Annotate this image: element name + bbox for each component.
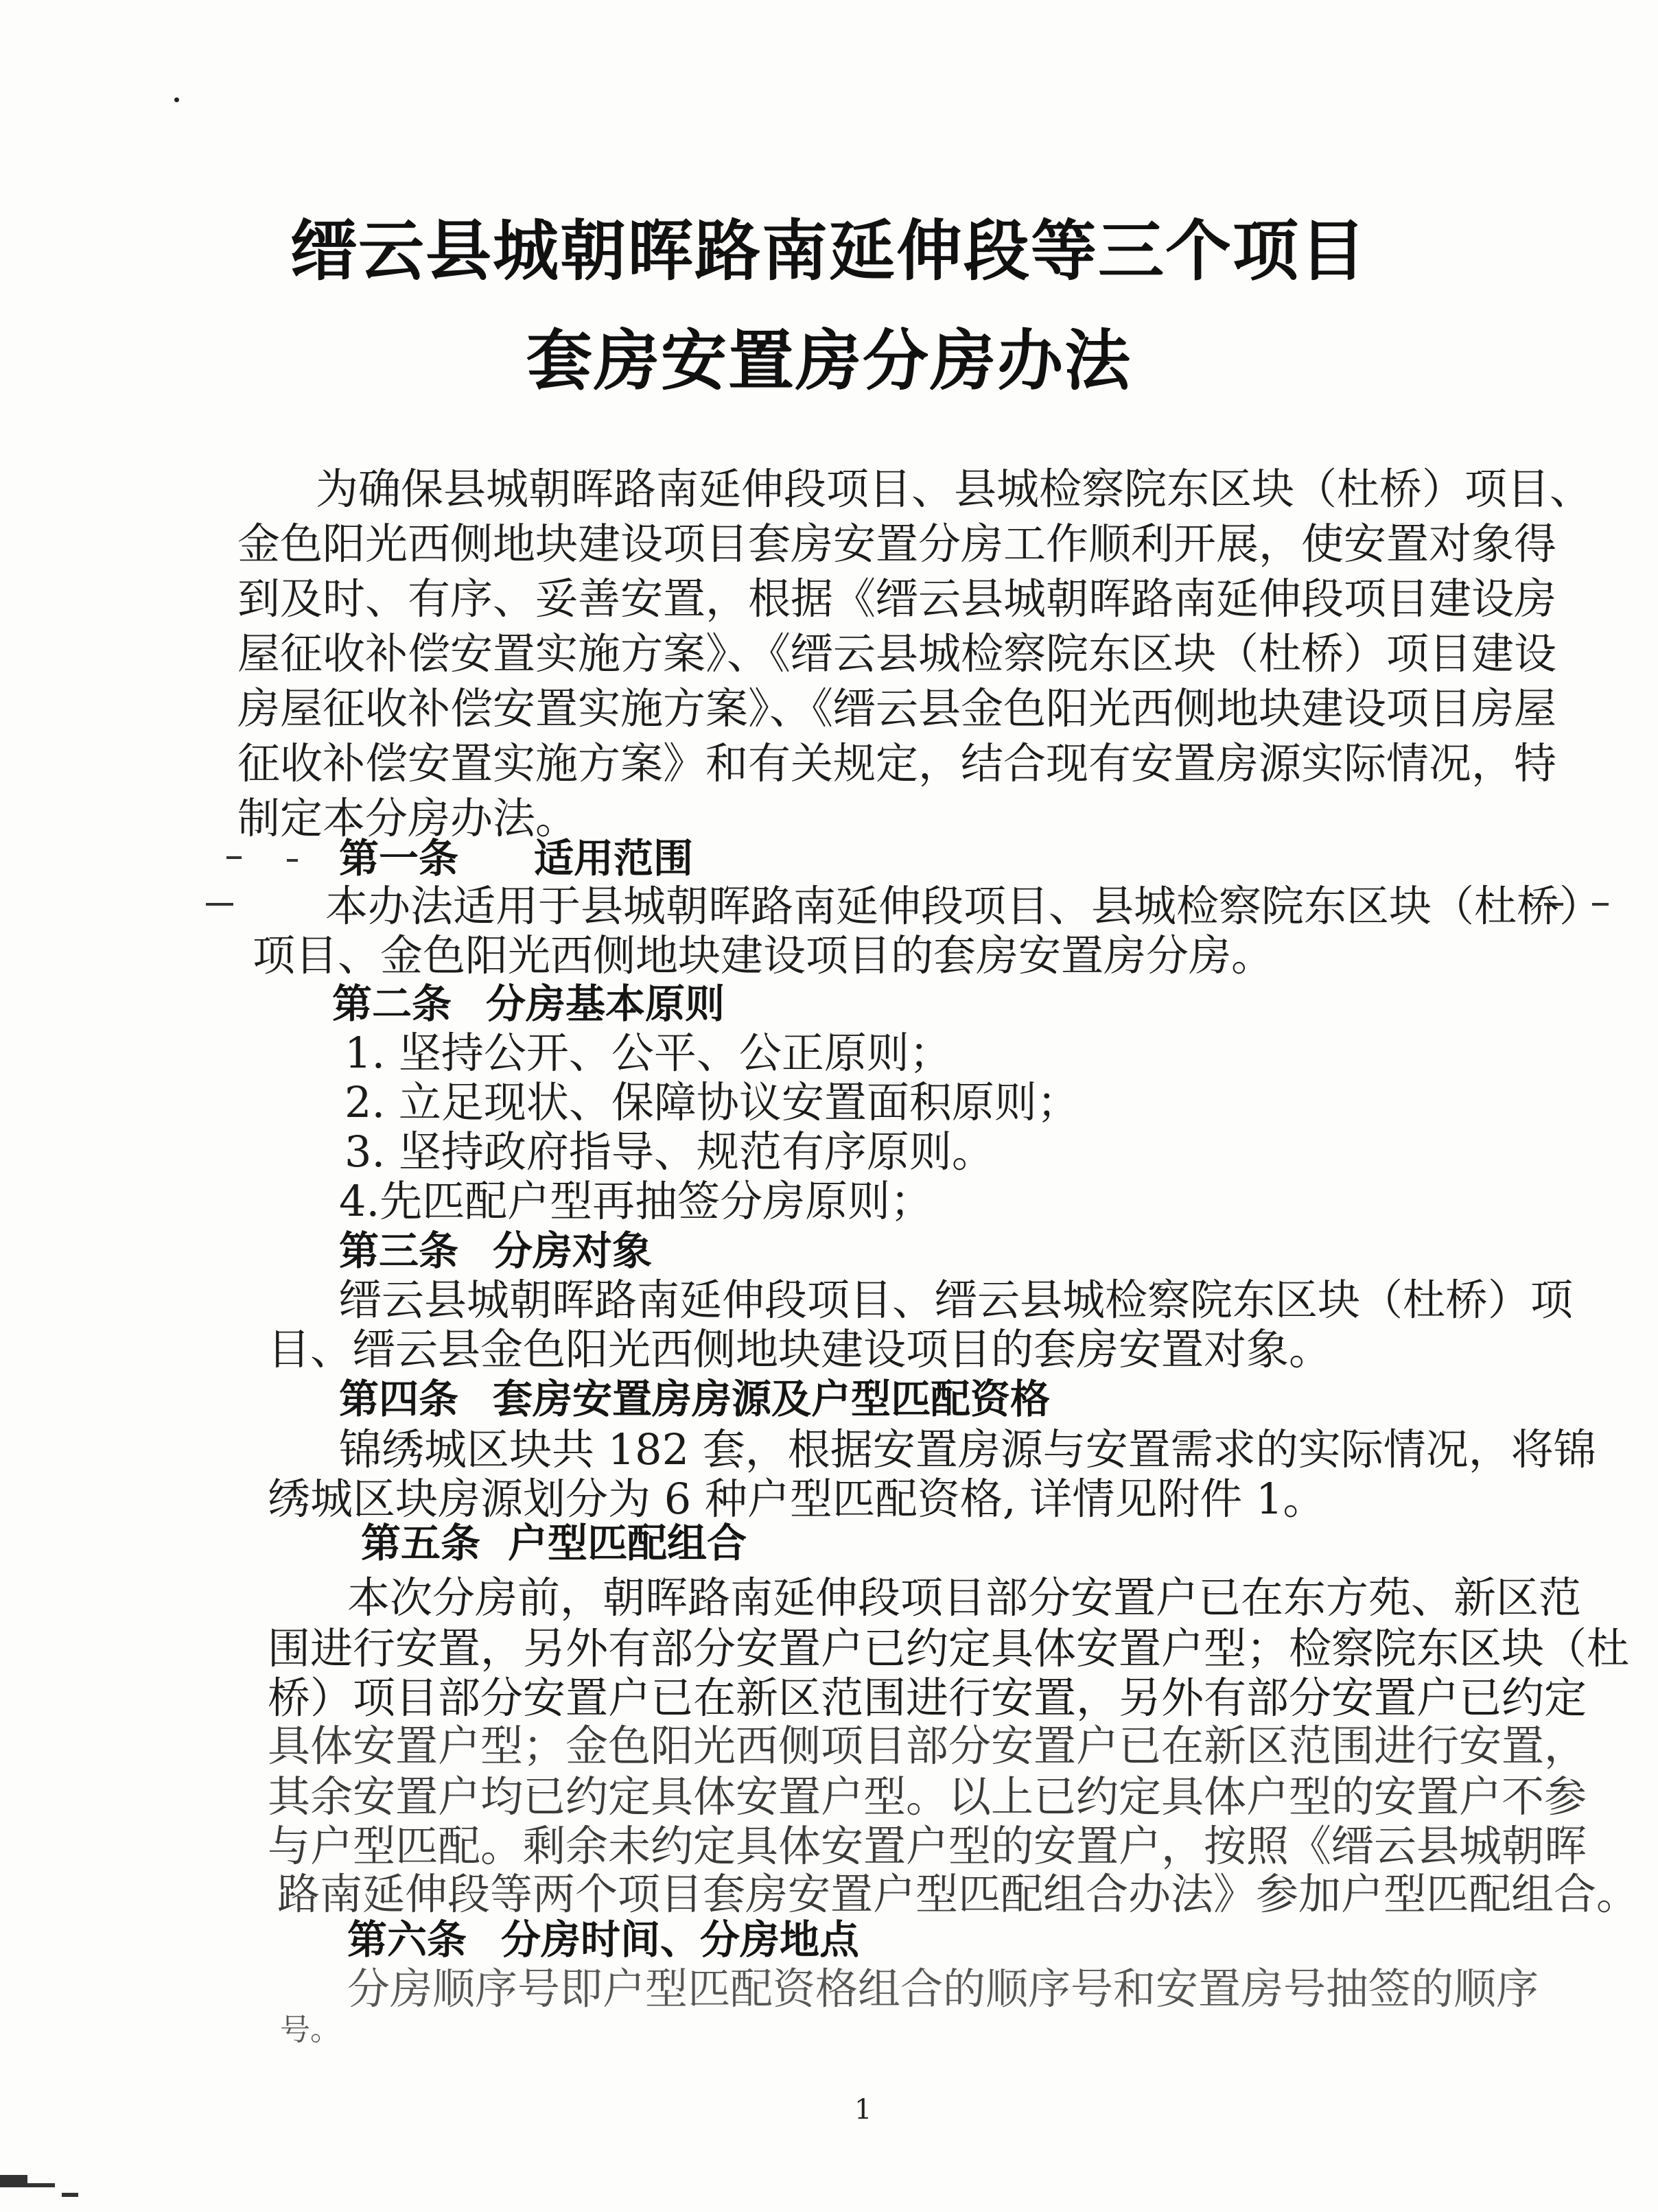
article-5-line: 本次分房前，朝晖路南延伸段项目部分安置户已在东方苑、新区范: [347, 1573, 1582, 1623]
intro-line: 征收补偿安置实施方案》和有关规定，结合现有安置房源实际情况，特: [237, 738, 1557, 788]
scan-dash: [226, 856, 242, 859]
article-6-line: 分房顺序号即户型匹配资格组合的顺序号和安置房号抽签的顺序: [347, 1964, 1539, 2014]
article-number: 第六条: [347, 1916, 467, 1963]
article-number: 第二条: [332, 980, 452, 1027]
article-3-line: 目、缙云县金色阳光西侧地块建设项目的套房安置对象。: [268, 1324, 1332, 1374]
article-3-heading: [339, 1224, 652, 1278]
article-title: 分房基本原则: [486, 980, 725, 1027]
article-2-line: 1. 坚持公开、公平、公正原则；: [345, 1028, 952, 1078]
scan-dash: [287, 859, 298, 862]
article-title: 分房时间、分房地点: [501, 1916, 860, 1963]
article-number: 第三条: [339, 1227, 459, 1274]
article-5-heading: [361, 1516, 747, 1570]
article-6-heading: [347, 1913, 859, 1966]
article-title: 套房安置房房源及户型匹配资格: [493, 1376, 1051, 1422]
article-title: 分房对象: [493, 1227, 653, 1274]
article-5-line: 具体安置户型；金色阳光西侧项目部分安置户已在新区范围进行安置，: [268, 1721, 1587, 1771]
article-4-line: 锦绣城区块共 182 套，根据安置房源与安置需求的实际情况，将锦: [339, 1424, 1596, 1474]
article-2-line: 4.先匹配户型再抽签分房原则；: [339, 1176, 933, 1226]
article-3-line: 缙云县城朝晖路南延伸段项目、缙云县城检察院东区块（杜桥）项: [339, 1275, 1574, 1325]
scan-dash: [62, 2193, 78, 2197]
article-number: 第五条: [361, 1520, 481, 1566]
article-5-line: 桥）项目部分安置户已在新区范围进行安置，另外有部分安置户已约定: [268, 1673, 1587, 1723]
article-number: 第一条: [339, 835, 459, 882]
article-2-line: 2. 立足现状、保障协议安置面积原则；: [345, 1077, 1079, 1127]
intro-line: 制定本分房办法。: [237, 793, 579, 843]
article-5-line: 其余安置户均已约定具体安置户型。以上已约定具体户型的安置户不参: [268, 1772, 1587, 1822]
scan-dash: [206, 903, 233, 906]
scan-dash: [0, 2175, 27, 2187]
intro-line: 屋征收补偿安置实施方案》、《缙云县城检察院东区块（杜桥）项目建设: [237, 628, 1557, 679]
article-2-heading: [332, 977, 725, 1031]
article-title: 适用范围: [534, 835, 694, 882]
article-5-line: 路南延伸段等两个项目套房安置户型匹配组合办法》参加户型匹配组合。: [277, 1869, 1639, 1919]
article-title: 户型匹配组合: [508, 1520, 747, 1566]
intro-line: 房屋征收补偿安置实施方案》、《缙云县金色阳光西侧地块建设项目房屋: [237, 683, 1557, 733]
article-number: 第四条: [339, 1376, 459, 1422]
intro-line: 到及时、有序、妥善安置，根据《缙云县城朝晖路南延伸段项目建设房: [237, 574, 1557, 624]
article-1-heading: [339, 832, 693, 885]
document-title-line-2: 套房安置房分房办法: [526, 322, 1132, 399]
page-number: 1: [854, 2094, 872, 2126]
article-2-line: 3. 坚持政府指导、规范有序原则。: [345, 1127, 994, 1177]
article-6-line: 号。: [280, 2012, 340, 2047]
intro-line: 金色阳光西侧地块建设项目套房安置分房工作顺利开展，使安置对象得: [237, 519, 1557, 569]
document-title-line-1: 缙云县城朝晖路南延伸段等三个项目: [291, 213, 1367, 290]
article-4-line: 绣城区块房源划分为 6 种户型匹配资格, 详情见附件 1。: [268, 1474, 1326, 1524]
intro-line: 为确保县城朝晖路南延伸段项目、县城检察院东区块（杜桥）项目、: [316, 464, 1593, 514]
scan-speck: [174, 97, 179, 102]
article-1-line: 本办法适用于县城朝晖路南延伸段项目、县城检察院东区块（杜桥）: [325, 881, 1602, 931]
article-4-heading: [339, 1372, 1050, 1426]
article-5-line: 围进行安置，另外有部分安置户已约定具体安置户型；检察院东区块（杜: [268, 1623, 1630, 1673]
scan-dash: [27, 2183, 55, 2187]
article-5-line: 与户型匹配。剩余未约定具体安置户型的安置户，按照《缙云县城朝晖: [268, 1821, 1587, 1871]
article-1-line: 项目、金色阳光西侧地块建设项目的套房安置房分房。: [253, 930, 1274, 980]
